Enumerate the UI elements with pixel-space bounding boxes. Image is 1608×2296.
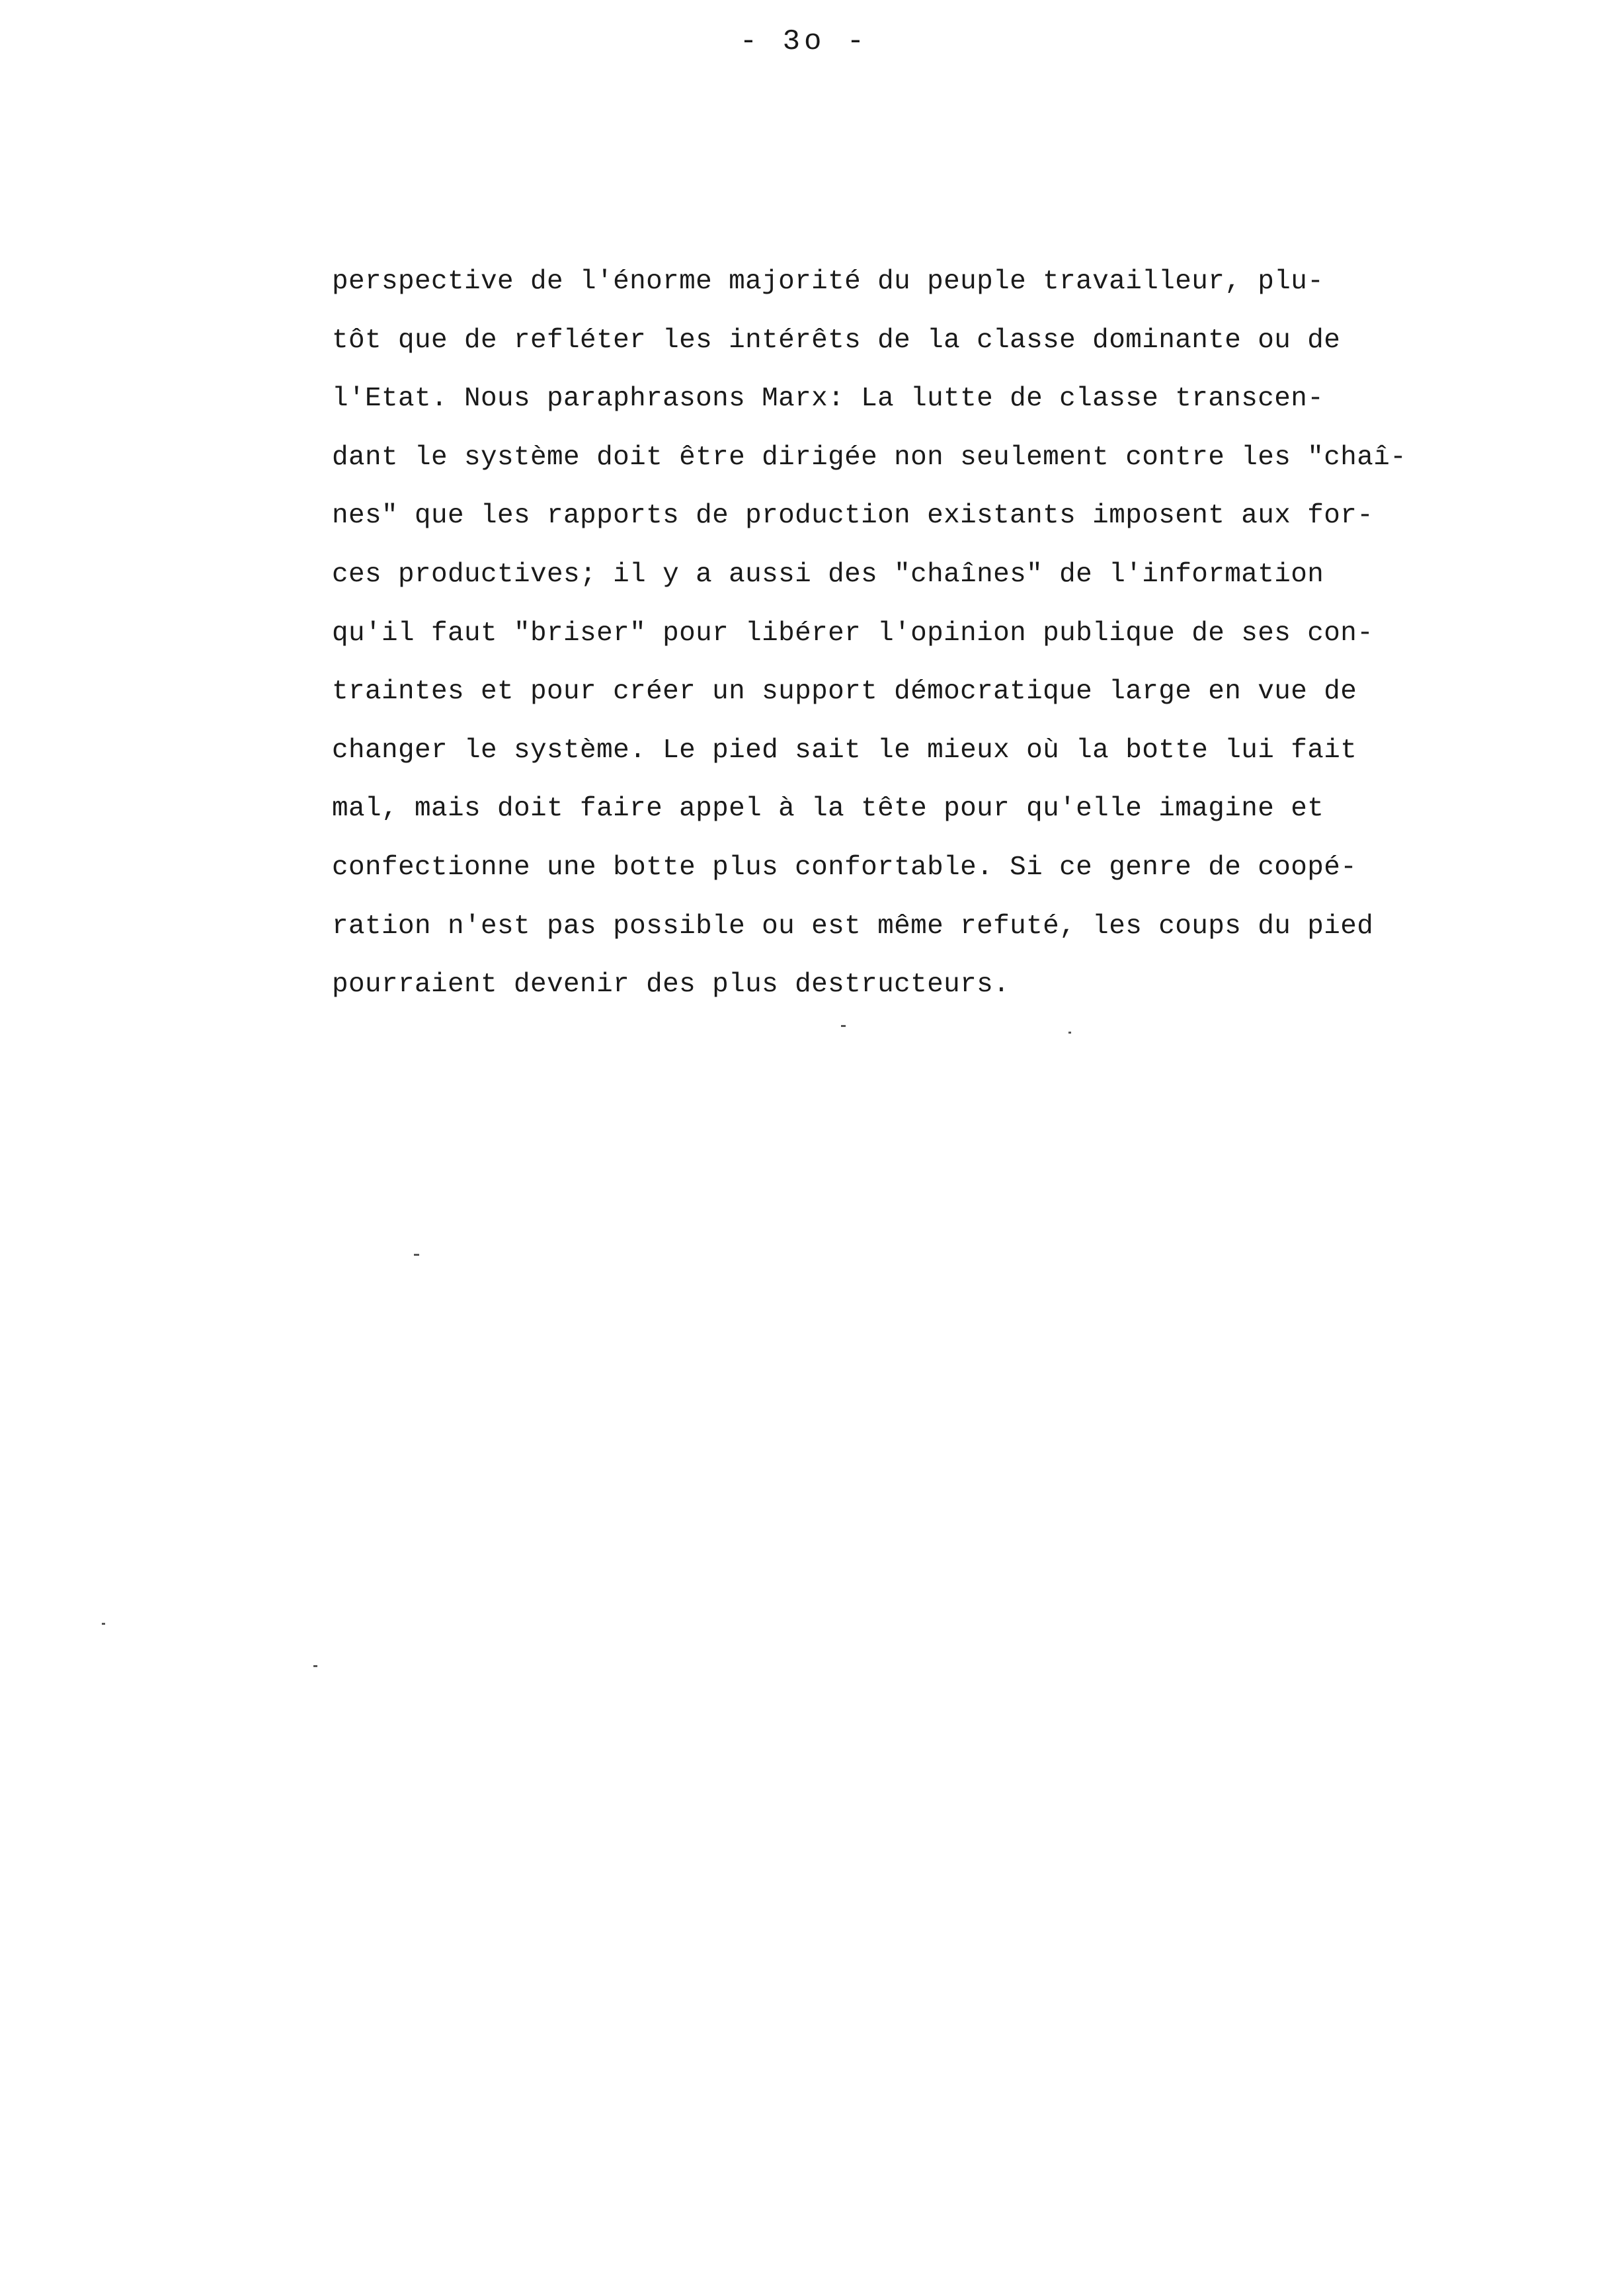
text-line: qu'il faut "briser" pour libérer l'opinion publique de ses con- [332, 618, 1374, 649]
text-line: confectionne une botte plus confortable. Si ce genre de coopé- [332, 852, 1357, 883]
text-line: pourraient devenir des plus destructeurs. [332, 969, 1010, 1001]
scan-speck [841, 1025, 846, 1027]
text-line: tôt que de refléter les intérêts de la classe dominante ou de [332, 325, 1341, 356]
page-number: - 3o - [739, 25, 869, 58]
text-line: ration n'est pas possible ou est même refuté, les coups du pied [332, 911, 1374, 942]
text-line: dant le système doit être dirigée non seulement contre les "chaî- [332, 442, 1407, 473]
scan-speck [313, 1665, 317, 1667]
text-line: perspective de l'énorme majorité du peuple travailleur, plu- [332, 266, 1324, 297]
text-line: l'Etat. Nous paraphrasons Marx: La lutte de classe transcen- [332, 384, 1324, 415]
scan-speck [1068, 1032, 1071, 1034]
text-line: changer le système. Le pied sait le mieux où la botte lui fait [332, 735, 1357, 766]
scan-speck [102, 1623, 105, 1625]
text-line: ces productives; il y a aussi des "chaînes" de l'information [332, 559, 1324, 590]
text-line: traintes et pour créer un support démocratique large en vue de [332, 676, 1357, 708]
text-line: nes" que les rapports de production existants imposent aux for- [332, 501, 1374, 532]
text-line: mal, mais doit faire appel à la tête pour qu'elle imagine et [332, 794, 1324, 825]
body-paragraph [332, 253, 1496, 1014]
scan-speck [414, 1254, 419, 1256]
